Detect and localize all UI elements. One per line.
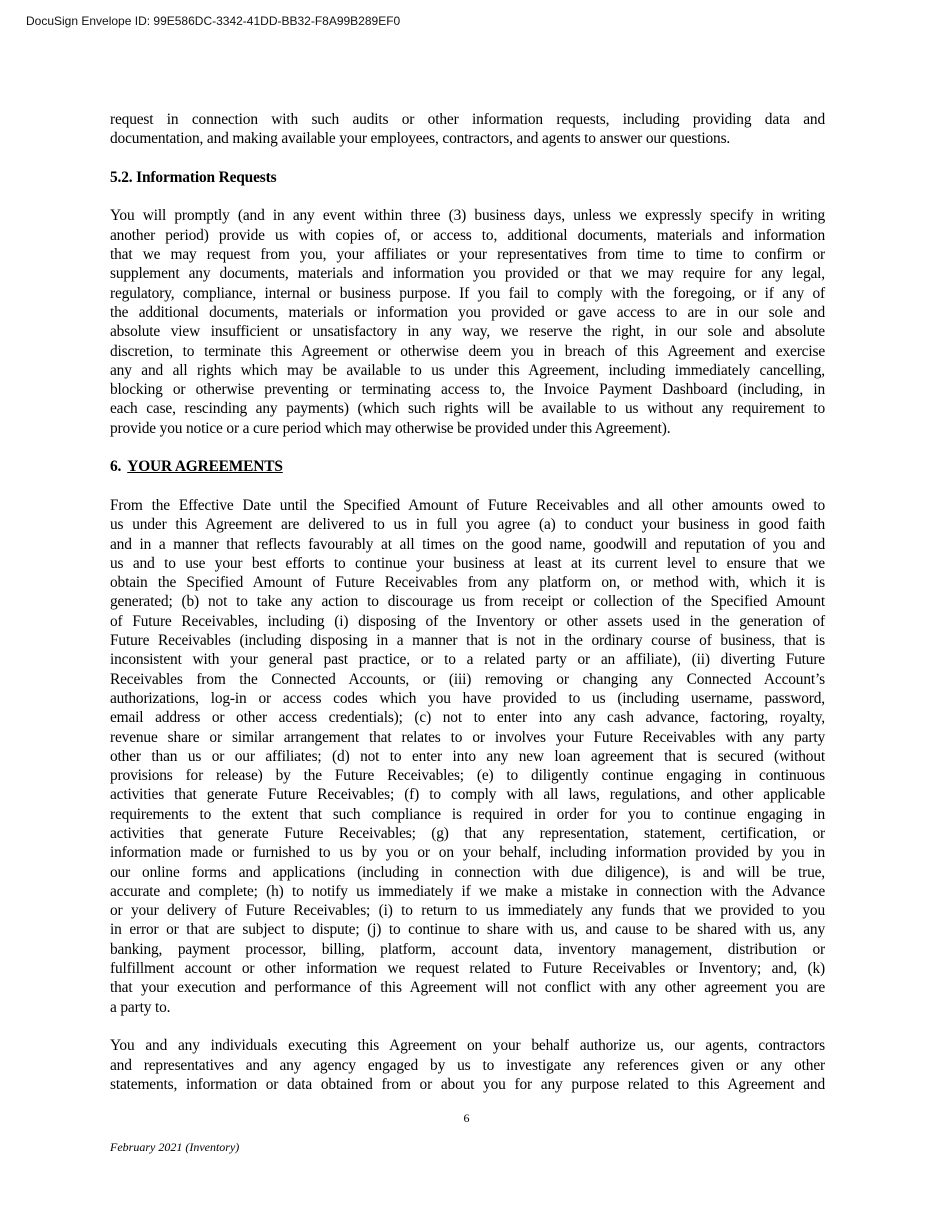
paragraph-line: that your execution and performance of this Agreement will not conflict with any other agreement you are	[110, 979, 825, 997]
paragraph-line: our online forms and applications (including in connection with due diligence), is and will be true,	[110, 863, 825, 881]
paragraph-line: regulatory, compliance, internal or business purpose. If you fail to comply with the foregoing, or if any of	[110, 284, 825, 302]
paragraph-line: and in a manner that reflects favourably at all times on the good name, goodwill and reputation of you and	[110, 535, 825, 553]
paragraph-line: email address or other access credentials); (c) not to enter into any cash advance, factoring, royalty,	[110, 709, 825, 727]
section-heading-5-2: 5.2. Information Requests	[110, 168, 277, 186]
paragraph-line: revenue share or similar arrangement that relates to or involves your Future Receivables with any party	[110, 728, 825, 746]
footer-version-note: February 2021 (Inventory)	[110, 1140, 240, 1154]
paragraph-line: fulfillment account or other information we request related to Future Receivables or Inventory; and, (k)	[110, 960, 825, 978]
paragraph-line: Receivables from the Connected Accounts, or (iii) removing or changing any Connected Account’s	[110, 670, 825, 688]
paragraph-line: generated; (b) not to take any action to discourage us from receipt or collection of the Specified Amount	[110, 593, 825, 611]
paragraph-line: From the Effective Date until the Specified Amount of Future Receivables and all other amounts owed to	[110, 496, 825, 514]
paragraph-line: a party to.	[110, 998, 171, 1016]
paragraph-line: that we may request from you, your affiliates or your representatives from time to time to confirm or	[110, 246, 825, 264]
paragraph-line: another period) provide us with copies of, or access to, additional documents, materials and information	[110, 226, 825, 244]
authorization-paragraph	[110, 1036, 825, 1094]
information-requests-paragraph	[110, 206, 825, 438]
paragraph-line: blocking or otherwise preventing or terminating access to, the Invoice Payment Dashboard (including, in	[110, 381, 825, 399]
paragraph-line: the additional documents, materials or information you provided or gave access to are in our sole and	[110, 303, 825, 321]
section-number: 6.	[110, 458, 122, 476]
paragraph-line: inconsistent with your general past practice, or to a related party or an affiliate), (ii) diverting Future	[110, 651, 825, 669]
paragraph-line: discretion, to terminate this Agreement or otherwise deem you in breach of this Agreement and exercise	[110, 342, 825, 360]
paragraph-line: accurate and complete; (h) to notify us immediately if we make a mistake in connection with the Advance	[110, 882, 825, 900]
document-body	[110, 110, 825, 1113]
paragraph-line: other than us or our affiliates; (d) not to enter into any new loan agreement that is secured (without	[110, 747, 825, 765]
paragraph-line: documentation, and making available your employees, contractors, and agents to answer our questions.	[110, 130, 731, 148]
paragraph-line: requirements to the extent that such compliance is required in order for you to continue engaging in	[110, 805, 825, 823]
paragraph-line: activities that generate Future Receivables; (g) that any representation, statement, certification, or	[110, 824, 825, 842]
paragraph-line: or your delivery of Future Receivables; (i) to return to us immediately any funds that we provided to you	[110, 902, 825, 920]
paragraph-line: in error or that are subject to dispute; (j) to continue to share with us, and cause to be shared with us, any	[110, 921, 825, 939]
paragraph-line: banking, payment processor, billing, platform, account data, inventory management, distribution or	[110, 940, 825, 958]
paragraph-line: You will promptly (and in any event within three (3) business days, unless we expressly specify in writing	[110, 207, 825, 225]
paragraph-line: us and to use your best efforts to continue your business at least at its current level to ensure that we	[110, 554, 825, 572]
paragraph-line: Future Receivables (including disposing in a manner that is not in the ordinary course of business, that is	[110, 632, 825, 650]
paragraph-line: request in connection with such audits or other information requests, including providing data and	[110, 111, 825, 128]
paragraph-line: You and any individuals executing this Agreement on your behalf authorize us, our agents, contractors	[110, 1037, 825, 1055]
continued-paragraph	[110, 110, 825, 149]
paragraph-line: provide you notice or a cure period which may otherwise be provided under this Agreement).	[110, 419, 671, 437]
paragraph-line: of Future Receivables, including (i) disposing of the Inventory or other assets used in the generation of	[110, 612, 825, 630]
paragraph-line: supplement any documents, materials and information you provided or that we may require for any legal,	[110, 265, 825, 283]
paragraph-line: provisions for release) by the Future Receivables; (e) to diligently continue engaging in continuous	[110, 767, 825, 785]
section-title: YOUR AGREEMENTS	[127, 458, 283, 476]
paragraph-line: activities that generate Future Receivables; (f) to comply with all laws, regulations, and other applicable	[110, 786, 825, 804]
paragraph-line: us under this Agreement are delivered to us in full you agree (a) to conduct your business in good faith	[110, 516, 825, 534]
paragraph-line: absolute view insufficient or unsatisfactory in any way, we reserve the right, in our sole and absolute	[110, 323, 825, 341]
section-heading-6	[110, 457, 825, 476]
page-number: 6	[463, 1111, 470, 1125]
docusign-envelope-id: DocuSign Envelope ID: 99E586DC-3342-41DD-BB32-F8A99B289EF0	[26, 14, 401, 28]
paragraph-line: any and all rights which may be available to us under this Agreement, including immediately cancelling,	[110, 361, 825, 379]
your-agreements-paragraph	[110, 496, 825, 1017]
paragraph-line: and representatives and any agency engaged by us to investigate any references given or any other	[110, 1056, 825, 1074]
paragraph-line: obtain the Specified Amount of Future Receivables from any platform on, or method with, which it is	[110, 574, 825, 592]
paragraph-line: statements, information or data obtained from or about you for any purpose related to this Agreement and	[110, 1075, 825, 1093]
paragraph-line: information made or furnished to us by you or on your behalf, including information provided by you in	[110, 844, 825, 862]
paragraph-line: each case, rescinding any payments) (which such rights will be available to us without any requirement to	[110, 400, 825, 418]
paragraph-line: authorizations, log-in or access codes which you have provided to us (including username, password,	[110, 689, 825, 707]
